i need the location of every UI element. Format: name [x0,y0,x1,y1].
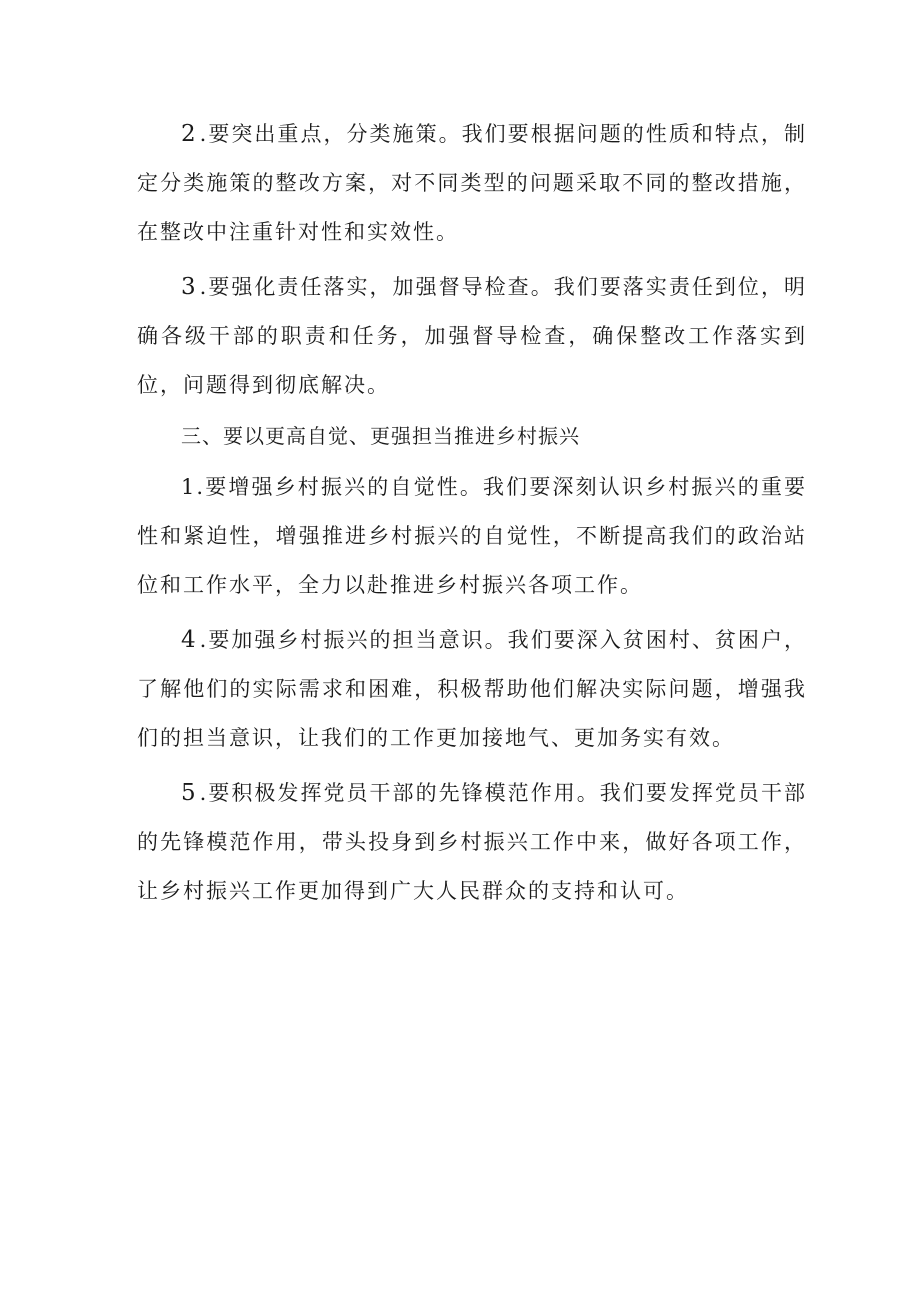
document-body [137,110,807,916]
paragraph-number: 3 [181,274,196,300]
paragraph-text: .要强化责任落实，加强督导检查。我们要落实责任到位，明确各级干部的职责和任务，加强督导检查，确保整改工作落实到位，问题得到彻底解决。 [137,275,807,397]
paragraph-text: .要积极发挥党员干部的先锋模范作用。我们要发挥党员干部的先锋模范作用，带头投身到乡村振兴工作中来，做好各项工作，让乡村振兴工作更加得到广大人民群众的支持和认可。 [137,781,807,903]
paragraph-text: .要突出重点，分类施策。我们要根据问题的性质和特点，制定分类施策的整改方案，对不同类型的问题采取不同的整改措施，在整改中注重针对性和实效性。 [137,122,807,244]
paragraph-item-4 [137,616,807,763]
paragraph-text: 要增强乡村振兴的自觉性。我们要深刻认识乡村振兴的重要性和紧迫性，增强推进乡村振兴的自觉性，不断提高我们的政治站位和工作水平，全力以赴推进乡村振兴各项工作。 [137,475,807,597]
paragraph-text: .要加强乡村振兴的担当意识。我们要深入贫困村、贫困户，了解他们的实际需求和困难，积极帮助他们解决实际问题，增强我们的担当意识，让我们的工作更加接地气、更加务实有效。 [137,628,807,750]
paragraph-number: 2 [181,121,196,147]
paragraph-item-5 [137,769,807,916]
paragraph-item-1 [137,463,807,610]
section-heading: 三、要以更高自觉、更强担当推进乡村振兴 [181,424,580,448]
paragraph-item-3 [137,263,807,410]
paragraph-number: 4 [181,627,196,653]
paragraph-number: 5 [181,780,196,806]
paragraph-number: 1. [181,475,206,499]
paragraph-item-2 [137,110,807,257]
